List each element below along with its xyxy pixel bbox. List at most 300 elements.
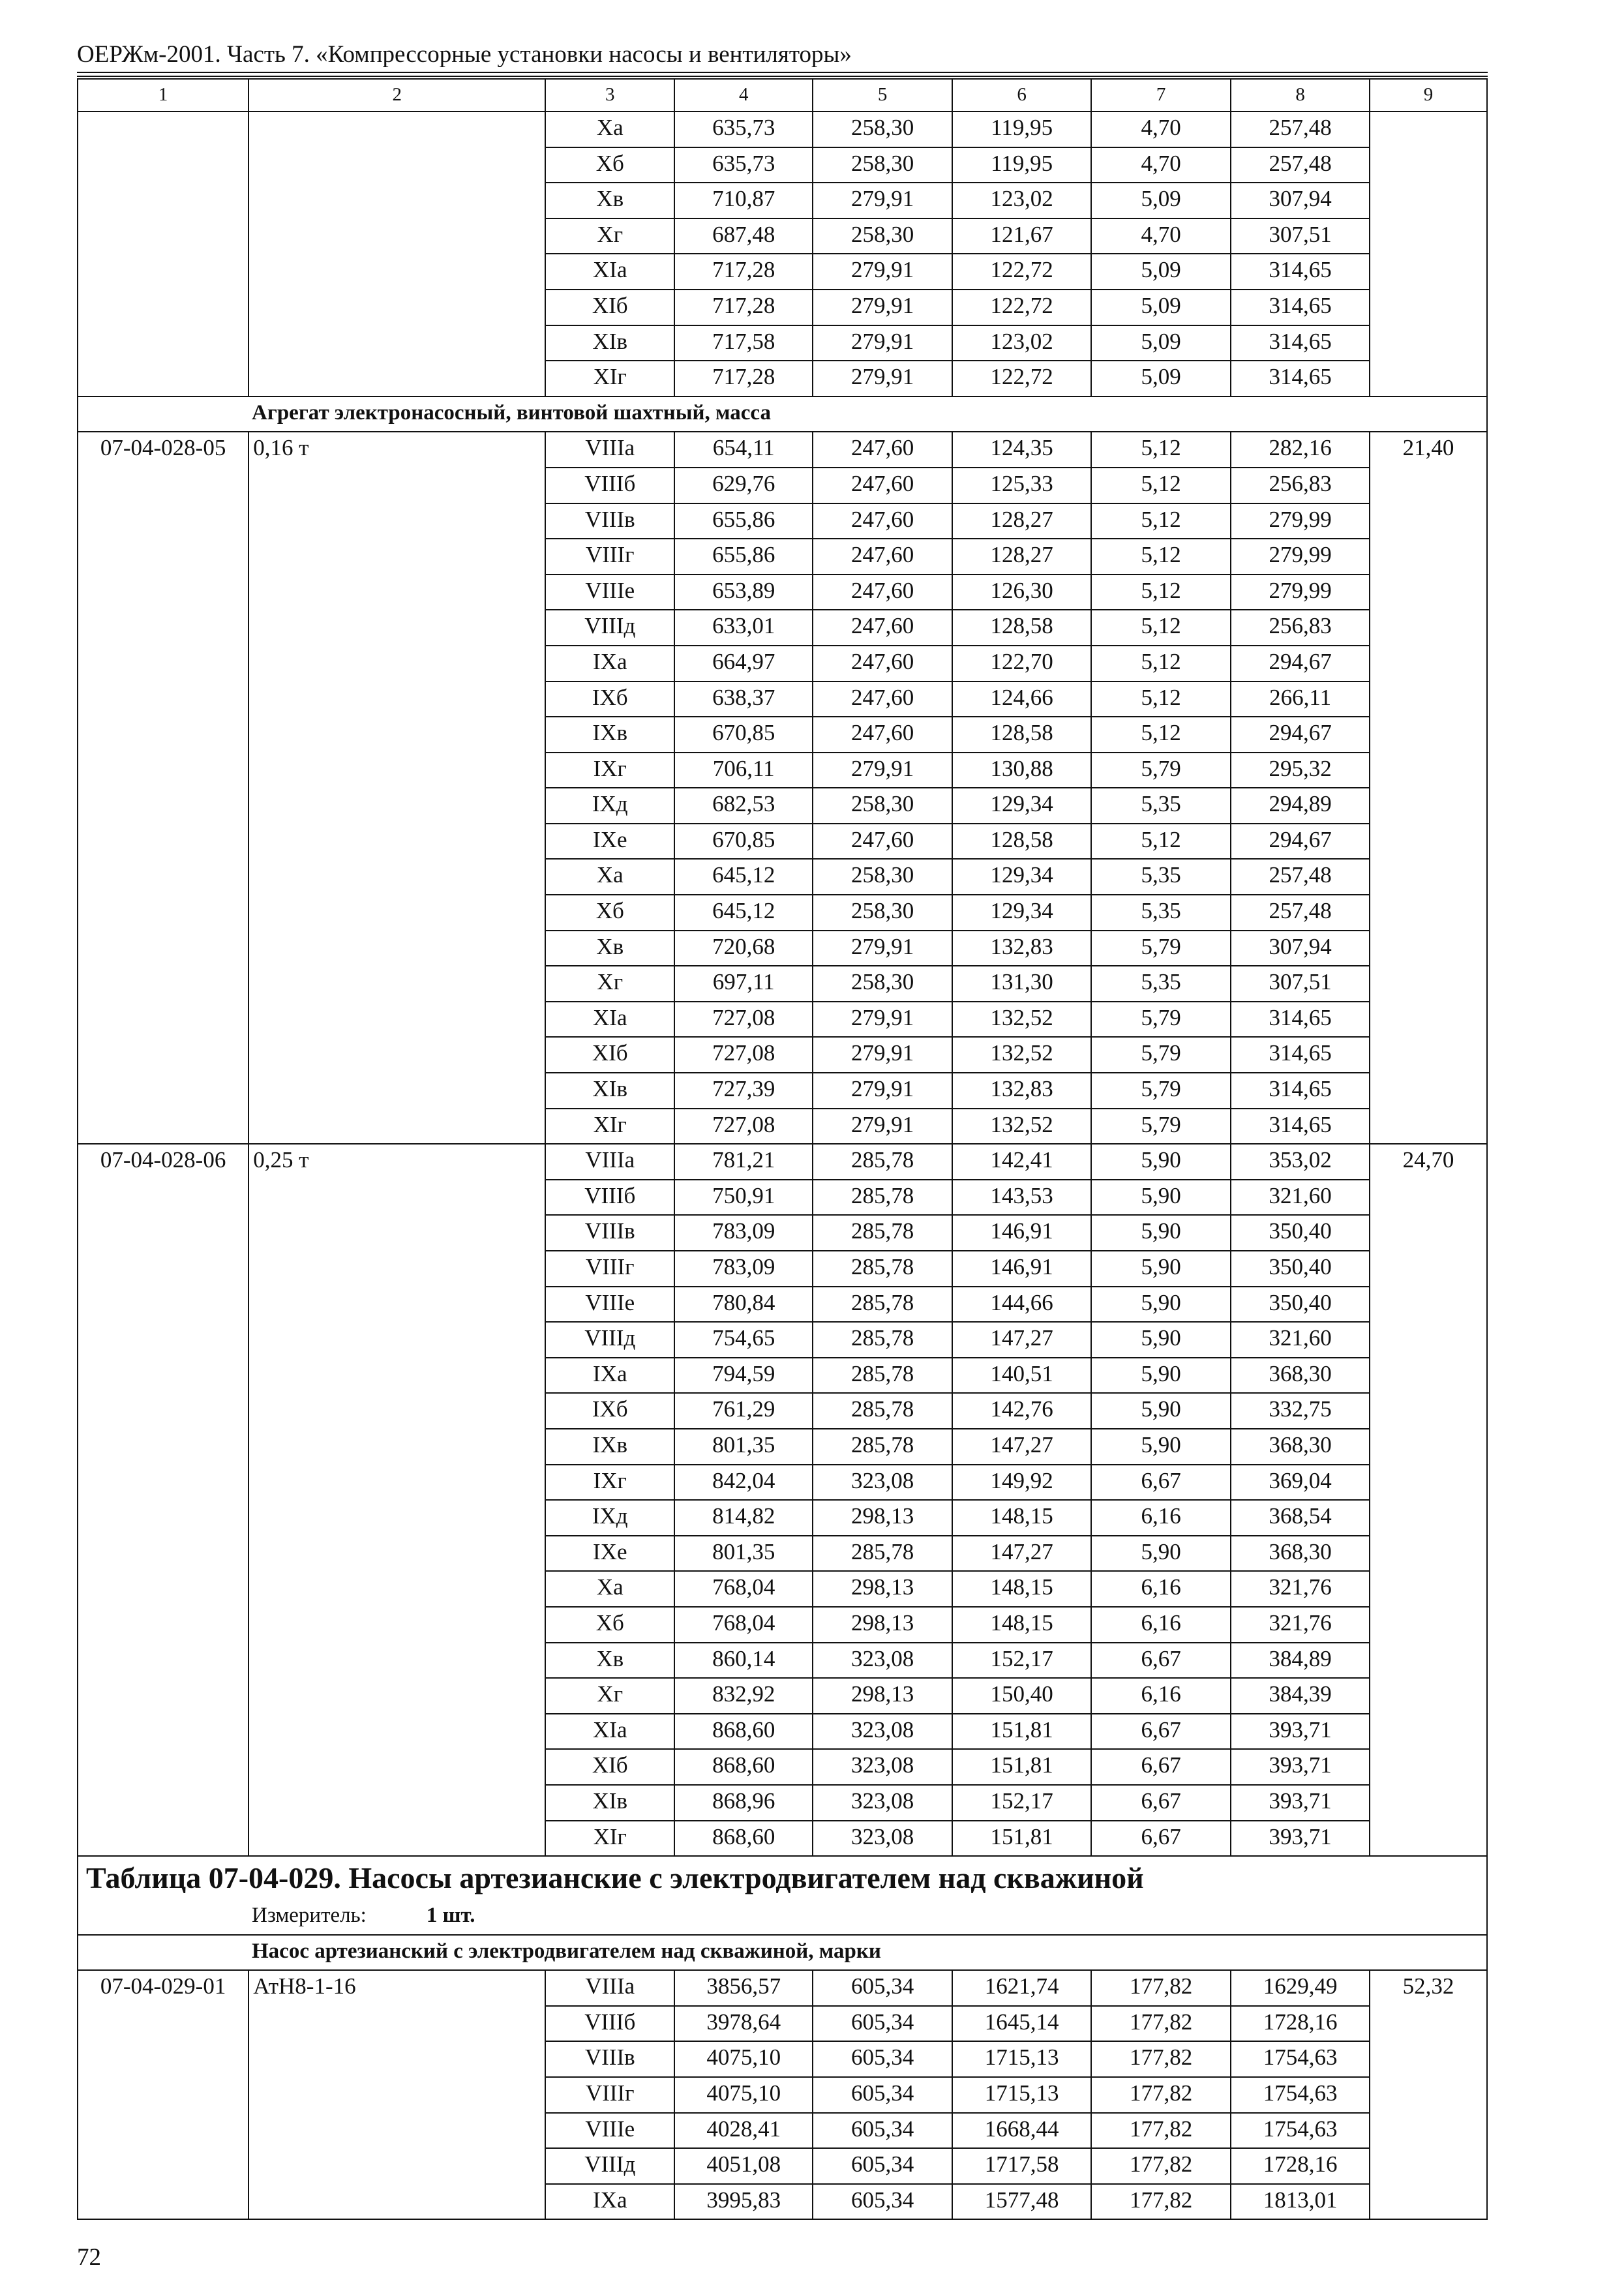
value-cell: 129,34 [952,788,1091,824]
zone-cell: IXa [545,646,674,681]
value-cell: 247,60 [813,539,952,575]
zone-cell: Xв [545,931,674,966]
zone-cell: VIIIe [545,575,674,610]
value-cell: 5,35 [1091,788,1231,824]
value-cell: 5,79 [1091,1073,1231,1109]
zone-cell: Xг [545,966,674,1002]
value-cell: 148,15 [952,1500,1091,1536]
value-cell: 279,91 [813,753,952,788]
zone-cell: IXб [545,1393,674,1429]
value-cell: 142,41 [952,1144,1091,1180]
value-cell: 605,34 [813,2006,952,2042]
zone-cell: Xг [545,218,674,254]
zone-cell: IXe [545,824,674,860]
value-cell: 298,13 [813,1607,952,1643]
value-cell: 132,52 [952,1109,1091,1144]
value-cell: 710,87 [674,183,813,218]
value-cell: 727,08 [674,1002,813,1038]
value-cell: 5,90 [1091,1536,1231,1572]
value-cell: 177,82 [1091,2184,1231,2220]
value-cell: 247,60 [813,575,952,610]
page-number: 72 [77,2244,101,2271]
header-rule-top [77,72,1488,73]
value-cell: 4,70 [1091,147,1231,183]
value-cell: 147,27 [952,1536,1091,1572]
zone-cell: Xв [545,183,674,218]
value-cell: 123,02 [952,183,1091,218]
value-cell: 128,58 [952,824,1091,860]
zone-cell: IXa [545,2184,674,2220]
value-cell: 130,88 [952,753,1091,788]
value-cell: 282,16 [1231,432,1370,468]
value-cell: 148,15 [952,1571,1091,1607]
zone-cell: Xг [545,1678,674,1714]
value-cell: 314,65 [1231,290,1370,325]
value-cell: 123,02 [952,325,1091,361]
value-cell: 298,13 [813,1571,952,1607]
value-cell: 321,76 [1231,1571,1370,1607]
value-cell: 4075,10 [674,2041,813,2077]
value-cell: 132,52 [952,1037,1091,1073]
value-cell: 285,78 [813,1215,952,1251]
measure-row [78,1900,1487,1935]
value-cell: 5,90 [1091,1429,1231,1465]
value-cell: 754,65 [674,1322,813,1358]
value-cell: 706,11 [674,753,813,788]
value-cell: 151,81 [952,1749,1091,1785]
column-number: 2 [248,79,545,112]
value-cell: 132,52 [952,1002,1091,1038]
value-cell: 5,35 [1091,895,1231,931]
value-cell: 5,90 [1091,1287,1231,1323]
zone-cell: IXд [545,788,674,824]
zone-cell: IXг [545,753,674,788]
value-cell: 321,76 [1231,1607,1370,1643]
value-cell: 177,82 [1091,1970,1231,2006]
value-cell: 1645,14 [952,2006,1091,2042]
value-cell: 605,34 [813,1970,952,2006]
value-cell: 5,79 [1091,1037,1231,1073]
measure-value: 1 шт. [426,1904,475,1928]
value-cell: 682,53 [674,788,813,824]
value-cell: 257,48 [1231,895,1370,931]
value-cell: 5,09 [1091,325,1231,361]
rates-table-body [78,79,1487,2219]
value-cell: 247,60 [813,681,952,717]
value-cell: 5,79 [1091,753,1231,788]
value-cell: 6,67 [1091,1785,1231,1821]
zone-cell: XIб [545,1037,674,1073]
value-cell: 257,48 [1231,859,1370,895]
table-title-row [78,1856,1487,1900]
value-cell: 629,76 [674,468,813,503]
value-cell: 150,40 [952,1678,1091,1714]
value-cell: 605,34 [813,2184,952,2220]
zone-cell: VIIIг [545,2077,674,2113]
value-cell: 147,27 [952,1429,1091,1465]
value-cell: 314,65 [1231,254,1370,290]
value-cell: 3995,83 [674,2184,813,2220]
zone-cell: Xб [545,147,674,183]
value-cell: 314,65 [1231,325,1370,361]
value-cell: 122,70 [952,646,1091,681]
zone-cell: VIIIв [545,503,674,539]
value-cell: 605,34 [813,2041,952,2077]
value-cell: 285,78 [813,1180,952,1216]
zone-cell: IXe [545,1536,674,1572]
value-cell: 279,91 [813,1037,952,1073]
value-cell: 868,60 [674,1714,813,1750]
value-cell: 633,01 [674,610,813,646]
value-cell: 119,95 [952,147,1091,183]
value-cell: 307,51 [1231,966,1370,1002]
value-cell: 285,78 [813,1358,952,1394]
value-cell: 247,60 [813,468,952,503]
value-cell: 6,16 [1091,1607,1231,1643]
value-cell: 655,86 [674,539,813,575]
value-cell: 323,08 [813,1465,952,1501]
table-title: Таблица 07-04-029. Насосы артезианские с электродвигателем над скважиной [78,1856,1487,1900]
value-cell: 783,09 [674,1215,813,1251]
value-cell: 258,30 [813,218,952,254]
value-cell: 720,68 [674,931,813,966]
value-cell: 5,12 [1091,646,1231,681]
value-cell: 247,60 [813,503,952,539]
value-cell: 1754,63 [1231,2077,1370,2113]
value-cell: 321,60 [1231,1180,1370,1216]
rate-code: 07-04-028-05 [78,432,248,1144]
value-cell: 247,60 [813,646,952,681]
zone-cell: XIa [545,1002,674,1038]
value-cell: 783,09 [674,1251,813,1287]
value-cell: 6,16 [1091,1678,1231,1714]
value-cell: 247,60 [813,432,952,468]
zone-cell: XIб [545,1749,674,1785]
item-name: 0,25 т [248,1144,545,1856]
group-heading: Агрегат электронасосный, винтовой шахтный, масса [78,396,1487,432]
value-cell: 307,94 [1231,183,1370,218]
value-cell: 279,99 [1231,575,1370,610]
value-cell: 146,91 [952,1215,1091,1251]
value-cell: 1728,16 [1231,2006,1370,2042]
value-cell: 332,75 [1231,1393,1370,1429]
value-cell: 258,30 [813,895,952,931]
value-cell: 5,90 [1091,1180,1231,1216]
value-cell: 279,99 [1231,503,1370,539]
zone-cell: VIIIд [545,1322,674,1358]
value-cell: 177,82 [1091,2041,1231,2077]
value-cell: 368,54 [1231,1500,1370,1536]
value-cell: 132,83 [952,931,1091,966]
value-cell: 257,48 [1231,147,1370,183]
value-cell: 5,90 [1091,1322,1231,1358]
value-cell: 128,58 [952,717,1091,753]
value-cell: 323,08 [813,1785,952,1821]
value-cell: 1754,63 [1231,2113,1370,2149]
table-row [78,1144,1487,1180]
value-cell: 393,71 [1231,1749,1370,1785]
value-cell: 842,04 [674,1465,813,1501]
value-cell: 5,90 [1091,1215,1231,1251]
value-cell: 128,58 [952,610,1091,646]
value-cell: 5,90 [1091,1251,1231,1287]
value-cell: 801,35 [674,1429,813,1465]
zone-cell: VIIIa [545,1970,674,2006]
value-cell: 152,17 [952,1643,1091,1679]
group-heading-row [78,1935,1487,1971]
value-cell: 670,85 [674,717,813,753]
zone-cell: VIIIa [545,1144,674,1180]
value-cell: 1668,44 [952,2113,1091,2149]
value-cell: 353,02 [1231,1144,1370,1180]
column-number: 3 [545,79,674,112]
value-cell: 727,08 [674,1037,813,1073]
value-cell: 258,30 [813,966,952,1002]
value-cell: 350,40 [1231,1215,1370,1251]
zone-cell: Xб [545,895,674,931]
value-cell: 257,48 [1231,112,1370,147]
value-cell: 148,15 [952,1607,1091,1643]
value-cell: 670,85 [674,824,813,860]
column-number: 1 [78,79,248,112]
value-cell: 350,40 [1231,1287,1370,1323]
value-cell: 285,78 [813,1429,952,1465]
zone-cell: Xa [545,112,674,147]
zone-cell: IXв [545,717,674,753]
value-cell: 6,16 [1091,1571,1231,1607]
zone-cell: XIв [545,1073,674,1109]
table-row [78,112,1487,147]
rate-code [78,112,248,396]
zone-cell: IXд [545,1500,674,1536]
value-cell: 285,78 [813,1322,952,1358]
zone-cell: Xa [545,859,674,895]
zone-cell: VIIIб [545,2006,674,2042]
zone-cell: VIIIд [545,610,674,646]
zone-cell: VIIIб [545,1180,674,1216]
value-cell: 727,39 [674,1073,813,1109]
value-cell: 6,67 [1091,1714,1231,1750]
value-cell: 321,60 [1231,1322,1370,1358]
value-cell: 5,90 [1091,1144,1231,1180]
value-cell: 868,60 [674,1821,813,1857]
value-cell: 717,28 [674,290,813,325]
zone-cell: XIa [545,254,674,290]
value-cell: 605,34 [813,2148,952,2184]
table-row [78,1970,1487,2006]
value-cell: 4075,10 [674,2077,813,2113]
value-cell: 655,86 [674,503,813,539]
value-cell: 653,89 [674,575,813,610]
zone-cell: XIг [545,361,674,396]
value-cell: 266,11 [1231,681,1370,717]
value-cell: 279,91 [813,1002,952,1038]
value-cell: 5,09 [1091,290,1231,325]
zone-cell: Xв [545,1643,674,1679]
column-number: 9 [1370,79,1487,112]
zone-cell: VIIIв [545,2041,674,2077]
value-cell: 717,28 [674,361,813,396]
value-cell: 645,12 [674,859,813,895]
zone-cell: VIIIв [545,1215,674,1251]
zone-cell: IXг [545,1465,674,1501]
value-cell: 868,96 [674,1785,813,1821]
rate-code: 07-04-028-06 [78,1144,248,1856]
value-cell: 832,92 [674,1678,813,1714]
value-cell: 258,30 [813,859,952,895]
value-cell: 5,79 [1091,931,1231,966]
value-cell: 279,91 [813,1073,952,1109]
value-cell: 635,73 [674,147,813,183]
value-cell: 285,78 [813,1393,952,1429]
value-cell: 294,67 [1231,646,1370,681]
value-cell: 645,12 [674,895,813,931]
value-cell: 128,27 [952,503,1091,539]
group-heading: Насос артезианский с электродвигателем над скважиной, марки [78,1935,1487,1971]
item-name [248,112,545,396]
value-cell: 279,99 [1231,539,1370,575]
value-cell: 384,89 [1231,1643,1370,1679]
value-cell: 5,12 [1091,539,1231,575]
value-cell: 368,30 [1231,1536,1370,1572]
zone-cell: IXa [545,1358,674,1394]
value-cell: 393,71 [1231,1821,1370,1857]
value-cell: 1813,01 [1231,2184,1370,2220]
zone-cell: XIa [545,1714,674,1750]
value-cell: 147,27 [952,1322,1091,1358]
value-cell: 256,83 [1231,468,1370,503]
value-cell: 279,91 [813,325,952,361]
page-header-title: ОЕРЖм-2001. Часть 7. «Компрессорные установки насосы и вентиляторы» [77,41,852,68]
value-cell: 298,13 [813,1678,952,1714]
value-cell: 177,82 [1091,2077,1231,2113]
value-cell: 256,83 [1231,610,1370,646]
value-cell: 247,60 [813,824,952,860]
value-cell: 1621,74 [952,1970,1091,2006]
zone-cell: VIIIe [545,2113,674,2149]
value-cell: 247,60 [813,717,952,753]
value-cell: 4028,41 [674,2113,813,2149]
value-cell: 687,48 [674,218,813,254]
value-cell: 314,65 [1231,1002,1370,1038]
value-cell: 5,12 [1091,681,1231,717]
value-cell: 128,27 [952,539,1091,575]
value-cell: 350,40 [1231,1251,1370,1287]
value-cell: 368,30 [1231,1429,1370,1465]
value-cell: 638,37 [674,681,813,717]
zone-cell: VIIIe [545,1287,674,1323]
value-cell: 151,81 [952,1714,1091,1750]
zone-cell: IXв [545,1429,674,1465]
group-heading-row [78,396,1487,432]
value-cell: 143,53 [952,1180,1091,1216]
zone-cell: IXб [545,681,674,717]
value-cell: 1715,13 [952,2041,1091,2077]
item-name: АтН8-1-16 [248,1970,545,2219]
item-name: 0,16 т [248,432,545,1144]
value-cell: 258,30 [813,147,952,183]
zone-cell: VIIIд [545,2148,674,2184]
value-cell: 697,11 [674,966,813,1002]
value-cell: 307,94 [1231,931,1370,966]
value-cell: 142,76 [952,1393,1091,1429]
value-cell: 368,30 [1231,1358,1370,1394]
value-cell: 5,12 [1091,468,1231,503]
zone-cell: Xб [545,1607,674,1643]
extra-value: 24,70 [1370,1144,1487,1856]
value-cell: 4,70 [1091,112,1231,147]
value-cell: 5,12 [1091,503,1231,539]
value-cell: 6,67 [1091,1465,1231,1501]
value-cell: 314,65 [1231,1073,1370,1109]
value-cell: 5,12 [1091,610,1231,646]
value-cell: 5,12 [1091,432,1231,468]
value-cell: 323,08 [813,1749,952,1785]
column-number: 8 [1231,79,1370,112]
zone-cell: XIб [545,290,674,325]
rates-table [77,78,1488,2220]
value-cell: 664,97 [674,646,813,681]
table-row [78,432,1487,468]
value-cell: 285,78 [813,1536,952,1572]
column-number: 5 [813,79,952,112]
value-cell: 279,91 [813,183,952,218]
value-cell: 285,78 [813,1287,952,1323]
value-cell: 295,32 [1231,753,1370,788]
value-cell: 146,91 [952,1251,1091,1287]
value-cell: 5,35 [1091,966,1231,1002]
zone-cell: XIв [545,325,674,361]
value-cell: 1629,49 [1231,1970,1370,2006]
value-cell: 605,34 [813,2077,952,2113]
value-cell: 285,78 [813,1144,952,1180]
value-cell: 124,66 [952,681,1091,717]
value-cell: 4,70 [1091,218,1231,254]
value-cell: 122,72 [952,361,1091,396]
value-cell: 314,65 [1231,1037,1370,1073]
value-cell: 126,30 [952,575,1091,610]
value-cell: 285,78 [813,1251,952,1287]
value-cell: 5,90 [1091,1358,1231,1394]
measure-cell [78,1900,1487,1935]
value-cell: 279,91 [813,931,952,966]
value-cell: 121,67 [952,218,1091,254]
zone-cell: XIг [545,1821,674,1857]
value-cell: 868,60 [674,1749,813,1785]
value-cell: 654,11 [674,432,813,468]
zone-cell: VIIIa [545,432,674,468]
value-cell: 294,89 [1231,788,1370,824]
value-cell: 393,71 [1231,1785,1370,1821]
extra-value: 52,32 [1370,1970,1487,2219]
zone-cell: Xa [545,1571,674,1607]
value-cell: 177,82 [1091,2148,1231,2184]
value-cell: 780,84 [674,1287,813,1323]
column-number: 6 [952,79,1091,112]
column-number-row [78,79,1487,112]
zone-cell: VIIIг [545,1251,674,1287]
value-cell: 5,09 [1091,361,1231,396]
value-cell: 125,33 [952,468,1091,503]
value-cell: 801,35 [674,1536,813,1572]
value-cell: 3978,64 [674,2006,813,2042]
value-cell: 750,91 [674,1180,813,1216]
value-cell: 323,08 [813,1643,952,1679]
value-cell: 794,59 [674,1358,813,1394]
value-cell: 132,83 [952,1073,1091,1109]
value-cell: 768,04 [674,1571,813,1607]
value-cell: 369,04 [1231,1465,1370,1501]
